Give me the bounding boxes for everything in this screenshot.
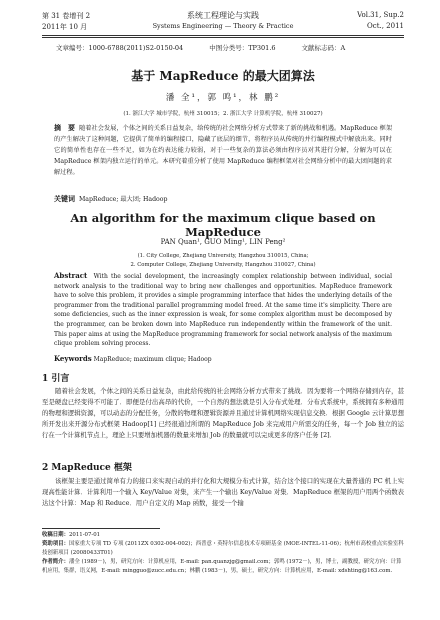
affiliation-en-line: 2. Computer College, Zhejiang University, Hangzhou 310027, China) xyxy=(130,261,316,268)
header-volume-cn: 第 31 卷增刊 2 xyxy=(42,12,91,20)
title-en: An algorithm for the maximum clique based on MapReduce xyxy=(70,211,376,239)
header-volume-en: Vol.31, Sup.2 xyxy=(357,11,404,19)
section-1-heading: 1 引言 xyxy=(42,374,70,384)
affiliation-en xyxy=(42,252,404,269)
keywords-en-text: MapReduce; maximum clique; Hadoop xyxy=(93,356,212,363)
footnote-received-label: 收稿日期： xyxy=(42,532,69,538)
authors-en: PAN Quan¹, GUO Ming¹, LIN Peng² xyxy=(160,238,286,246)
abstract-cn-text: 随着社会发展，个体之间的关系日益复杂，给传统的社会网络分析方式带来了新的挑战和机遇。MapReduce 框架的产生解决了这种问题，它提供了简单的编程接口，隐藏了底层的细节，将程序员从传统的并行编程模式中解放出来。同时它的简单性也存在一些不足，如为在约表达能力较弱，对于一些复杂的算法必须由程序员对其进行分解，分解为可以在 MapReduce 框架内独立运行的单元。本研究着重分析了使用 MapReduce 编程框架对社会网络分析中的最大团问题的求解过程。 xyxy=(54,125,393,176)
footnote-received-value: 2011-07-01 xyxy=(68,532,101,538)
keywords-cn-text: MapReduce; 最大团; Hadoop xyxy=(78,196,168,203)
header-journal-en: Systems Engineering — Theory & Practice xyxy=(152,22,294,30)
footnote-author-label: 作者简介： xyxy=(42,559,69,565)
header-rule-top xyxy=(42,35,404,36)
footnote-fund-value: 国家重大专项 TD 专项 (2011ZX 0302-004-002)；西普意・英特尔信息技术专项研基金 (MOE-INTEL-11-06)；杭州市高校重点实验室科技创新项目 (20080433T01) xyxy=(42,541,404,556)
title-cn: 基于 MapReduce 的最大团算法 xyxy=(131,69,315,83)
header-date-en: Oct., 2011 xyxy=(367,22,404,30)
abstract-en-label: Abstract xyxy=(54,271,88,280)
section-1-body: 随着社会发展，个体之间的关系日益复杂，由此给传统的社会网络分析方式带来了挑战．因为要将一个网络存储到内存，甚至是硬盘已经变得不可能了．即便是付出高昂的代价，一个自然的想法就是引入分布式处理．分布式系统中，系统拥有多种通用的物理和逻辑资源，可以动态的分配任务，分散的物理和逻辑资源并且通过计算机网络实现信息交换．根据 Google 云计算思想所开发出来开源分布式框架 Hadoop[1] 已经很通过所谓的 MapReduce Job 来完成用户所需交的任务，每一个 Job 独立的运行在一个计算机节点上，理论上只要增加机器的数量来增加 Job 的数量就可以完成更多的客户任务 [2]． xyxy=(42,387,404,439)
abstract-en-text: With the social development, the increasingly complex relationship between individual, social network analysis to the traditional way to bring new challenges and opportunities. MapReduce framework have to solve this problem, it provides a simple programming interface that hides the underlying details of the programmer from the traditional parallel programming model freed. At the same time it's simplicity. There are some deficiencies, such as the inner expression is weak, for some complex algorithm must be decomposed by the programmer, can be broken down into MapReduce run independently within the framework of the unit. This paper aims at using the MapReduce programming framework for social network analysis of the maximum clique problem solving process. xyxy=(54,273,392,348)
keywords-en-label: Keywords xyxy=(54,354,92,363)
abstract-cn-label: 摘 要 xyxy=(54,123,76,132)
affiliation-cn: (1. 浙江大学 城市学院，杭州 310015；2. 浙江大学 计算机学院，杭州 310027) xyxy=(123,111,323,117)
article-ids xyxy=(56,43,404,52)
keywords-en xyxy=(54,354,392,363)
header-date-cn: 2011年 10 月 xyxy=(42,23,88,31)
keywords-cn xyxy=(54,194,392,204)
header-journal-cn: 系统工程理论与实践 xyxy=(187,11,259,20)
clc-number: 中图分类号：TP301.6 xyxy=(209,44,276,52)
section-2-body: 该框架主要是通过简单有力的接口来实现自动的并行化和大规模分布式计算，结合这个接口的实现在大量普通的 PC 机上实现高性能计算．计算利用一个输入 Key/Value 对集，来产生一个输出 Key/Value 对集．MapReduce 框架的用户用两个函数表达这个计算：Map 和 Reduce．用户自定义的 Map 函数，接受一个输 xyxy=(42,477,404,507)
footnote-author xyxy=(42,558,404,576)
abstract-en xyxy=(54,271,392,349)
authors-cn: 潘 全¹，郭 鸣¹，林 鹏² xyxy=(165,93,281,103)
footnote xyxy=(42,531,404,576)
footnote-author-value: 潘全 (1989－)，男，研究方向：计算机应用，E-mail: pan.quanzjg@gmail.com；郭鸣 (1972－)，男，博士，副教授，研究方向：计算机应用，集群，语义网，E-mail: mingguo@zucc.edu.cn；林鹏 (1983－)，男，硕士，研究方向：计算机应用，E-mail: xdshting@163.com. xyxy=(42,559,402,574)
section-2-heading: 2 MapReduce 框架 xyxy=(42,463,132,473)
footnote-received xyxy=(42,531,404,540)
footnote-rule xyxy=(42,528,160,529)
abstract-cn xyxy=(54,122,392,178)
article-number: 文章编号：1000-6788(2011)S2-0150-04 xyxy=(56,44,184,52)
document-code: 文献标志码：A xyxy=(301,44,346,52)
header-rule-bottom xyxy=(42,37,404,38)
running-header xyxy=(42,10,404,36)
footnote-fund-label: 资助项目： xyxy=(42,541,69,547)
footnote-fund xyxy=(42,540,404,558)
keywords-cn-label: 关键词 xyxy=(54,194,75,203)
affiliation-en-line: (1. City College, Zhejiang University, Hangzhou 310015, China; xyxy=(137,253,309,259)
